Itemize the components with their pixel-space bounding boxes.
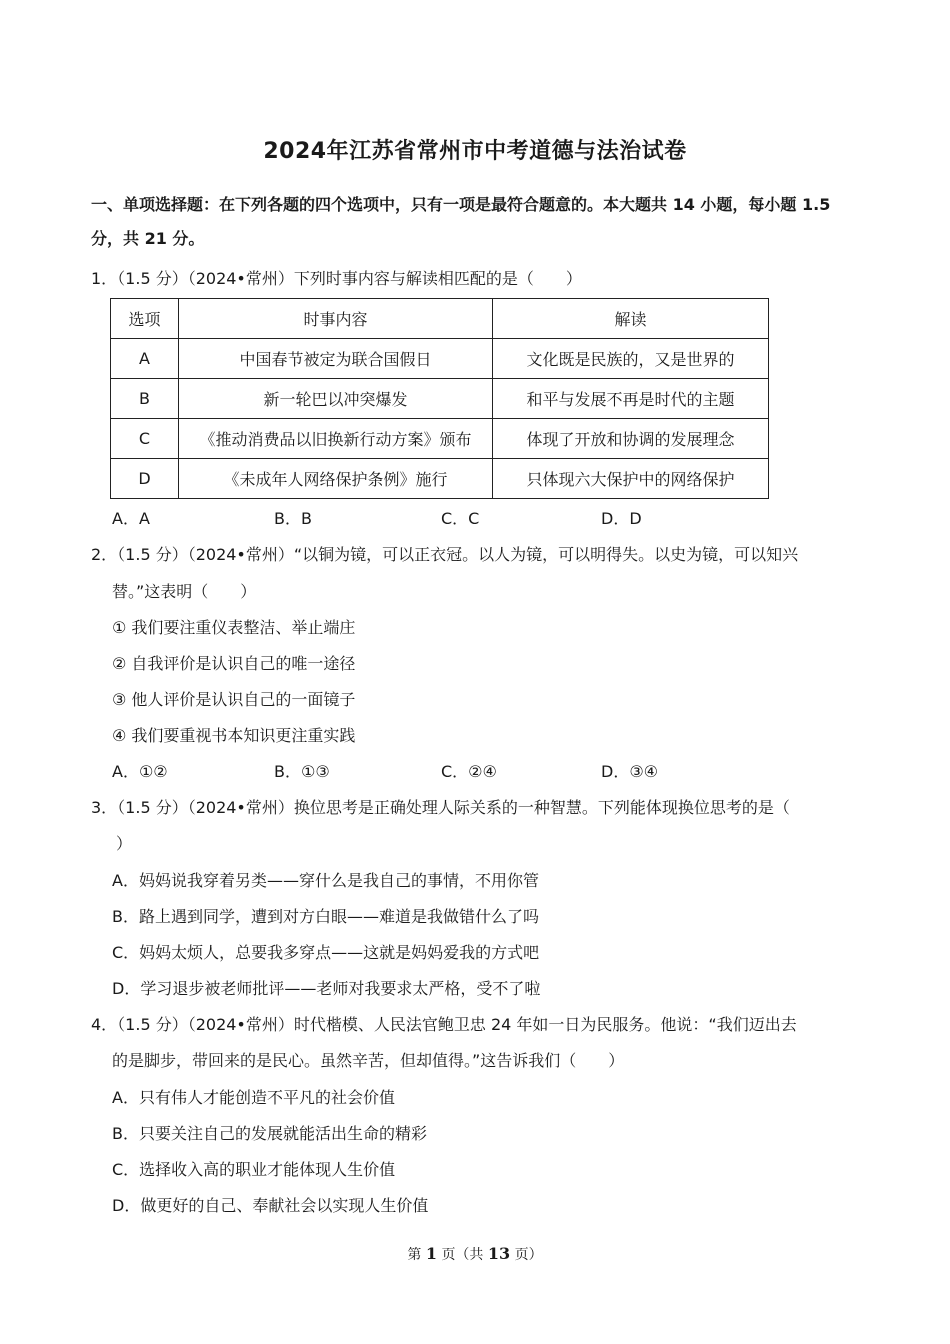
q3-stem-line2: ）: [116, 834, 133, 853]
table-header-row: [111, 299, 769, 339]
q2-options: [112, 759, 712, 781]
table-cell: 和平与发展不再是时代的主题: [493, 379, 769, 419]
option-a[interactable]: A．妈妈说我穿着另类——穿什么是我自己的事情，不用你管: [112, 871, 539, 890]
exam-title: 2024年江苏省常州市中考道德与法治试卷: [263, 139, 687, 164]
q2-item: ③ 他人评价是认识自己的一面镜子: [112, 690, 356, 709]
table-row: [111, 419, 769, 459]
option-a[interactable]: A．①②: [112, 762, 168, 781]
table-cell: 文化既是民族的，又是世界的: [493, 339, 769, 379]
table-header-cell: 选项: [111, 299, 179, 339]
option-b[interactable]: B．①③: [274, 762, 330, 781]
section-heading: 一、单项选择题：在下列各题的四个选项中，只有一项是最符合题意的。本大题共 14 小题，每小题 1.5 分，共 21 分。: [91, 195, 831, 248]
option-c[interactable]: C．②④: [441, 762, 497, 781]
table-cell: A: [111, 339, 179, 379]
page-total: 13: [487, 1244, 511, 1263]
table-row: [111, 459, 769, 499]
q2-item: ② 自我评价是认识自己的唯一途径: [112, 654, 356, 673]
option-d[interactable]: D．学习退步被老师批评——老师对我要求太严格，受不了啦: [112, 979, 541, 998]
option-d[interactable]: D．D: [601, 509, 642, 528]
q4-stem-line2: 的是脚步，带回来的是民心。虽然辛苦，但却值得。”这告诉我们（ ）: [112, 1051, 625, 1070]
q2-stem-line2: 替。”这表明（ ）: [112, 582, 257, 601]
table-cell: 体现了开放和协调的发展理念: [493, 419, 769, 459]
q4-stem-line1: 4．（1.5 分）（2024•常州）时代楷模、人民法官鲍卫忠 24 年如一日为民服务。他说：“我们迈出去: [91, 1015, 797, 1034]
option-c[interactable]: C．选择收入高的职业才能体现人生价值: [112, 1160, 396, 1179]
table-cell: 只体现六大保护中的网络保护: [493, 459, 769, 499]
table-cell: B: [111, 379, 179, 419]
option-d[interactable]: D．③④: [601, 762, 659, 781]
option-c[interactable]: C．C: [441, 509, 480, 528]
table-header-cell: 时事内容: [179, 299, 493, 339]
option-b[interactable]: B．路上遇到同学，遭到对方白眼——难道是我做错什么了吗: [112, 907, 539, 926]
q2-stem-line1: 2．（1.5 分）（2024•常州）“以铜为镜，可以正衣冠。以人为镜，可以明得失。以史为镜，可以知兴: [91, 545, 799, 564]
q3-stem-line1: 3．（1.5 分）（2024•常州）换位思考是正确处理人际关系的一种智慧。下列能体现换位思考的是（: [91, 798, 790, 817]
page-number: 1: [425, 1244, 437, 1263]
page-footer: [0, 1244, 950, 1264]
table-cell: 新一轮巴以冲突爆发: [179, 379, 493, 419]
table-header-cell: 解读: [493, 299, 769, 339]
table-cell: 《未成年人网络保护条例》施行: [179, 459, 493, 499]
table-cell: D: [111, 459, 179, 499]
q2-item: ④ 我们要重视书本知识更注重实践: [112, 726, 356, 745]
q1-stem: 1．（1.5 分）（2024•常州）下列时事内容与解读相匹配的是（ ）: [91, 269, 582, 288]
q1-options: [112, 506, 712, 528]
option-b[interactable]: B．只要关注自己的发展就能活出生命的精彩: [112, 1124, 427, 1143]
table-row: [111, 339, 769, 379]
option-d[interactable]: D．做更好的自己、奉献社会以实现人生价值: [112, 1196, 429, 1215]
q1-table: [110, 298, 769, 499]
table-cell: 中国春节被定为联合国假日: [179, 339, 493, 379]
option-c[interactable]: C．妈妈太烦人，总要我多穿点——这就是妈妈爱我的方式吧: [112, 943, 540, 962]
footer-middle: 页（共: [441, 1247, 484, 1263]
table-cell: 《推动消费品以旧换新行动方案》颁布: [179, 419, 493, 459]
option-a[interactable]: A．只有伟人才能创造不平凡的社会价值: [112, 1088, 395, 1107]
table-cell: C: [111, 419, 179, 459]
q2-item: ① 我们要注重仪表整洁、举止端庄: [112, 618, 356, 637]
option-b[interactable]: B．B: [274, 509, 312, 528]
footer-suffix: 页）: [514, 1247, 543, 1263]
table-row: [111, 379, 769, 419]
footer-prefix: 第: [407, 1247, 422, 1263]
option-a[interactable]: A．A: [112, 509, 150, 528]
